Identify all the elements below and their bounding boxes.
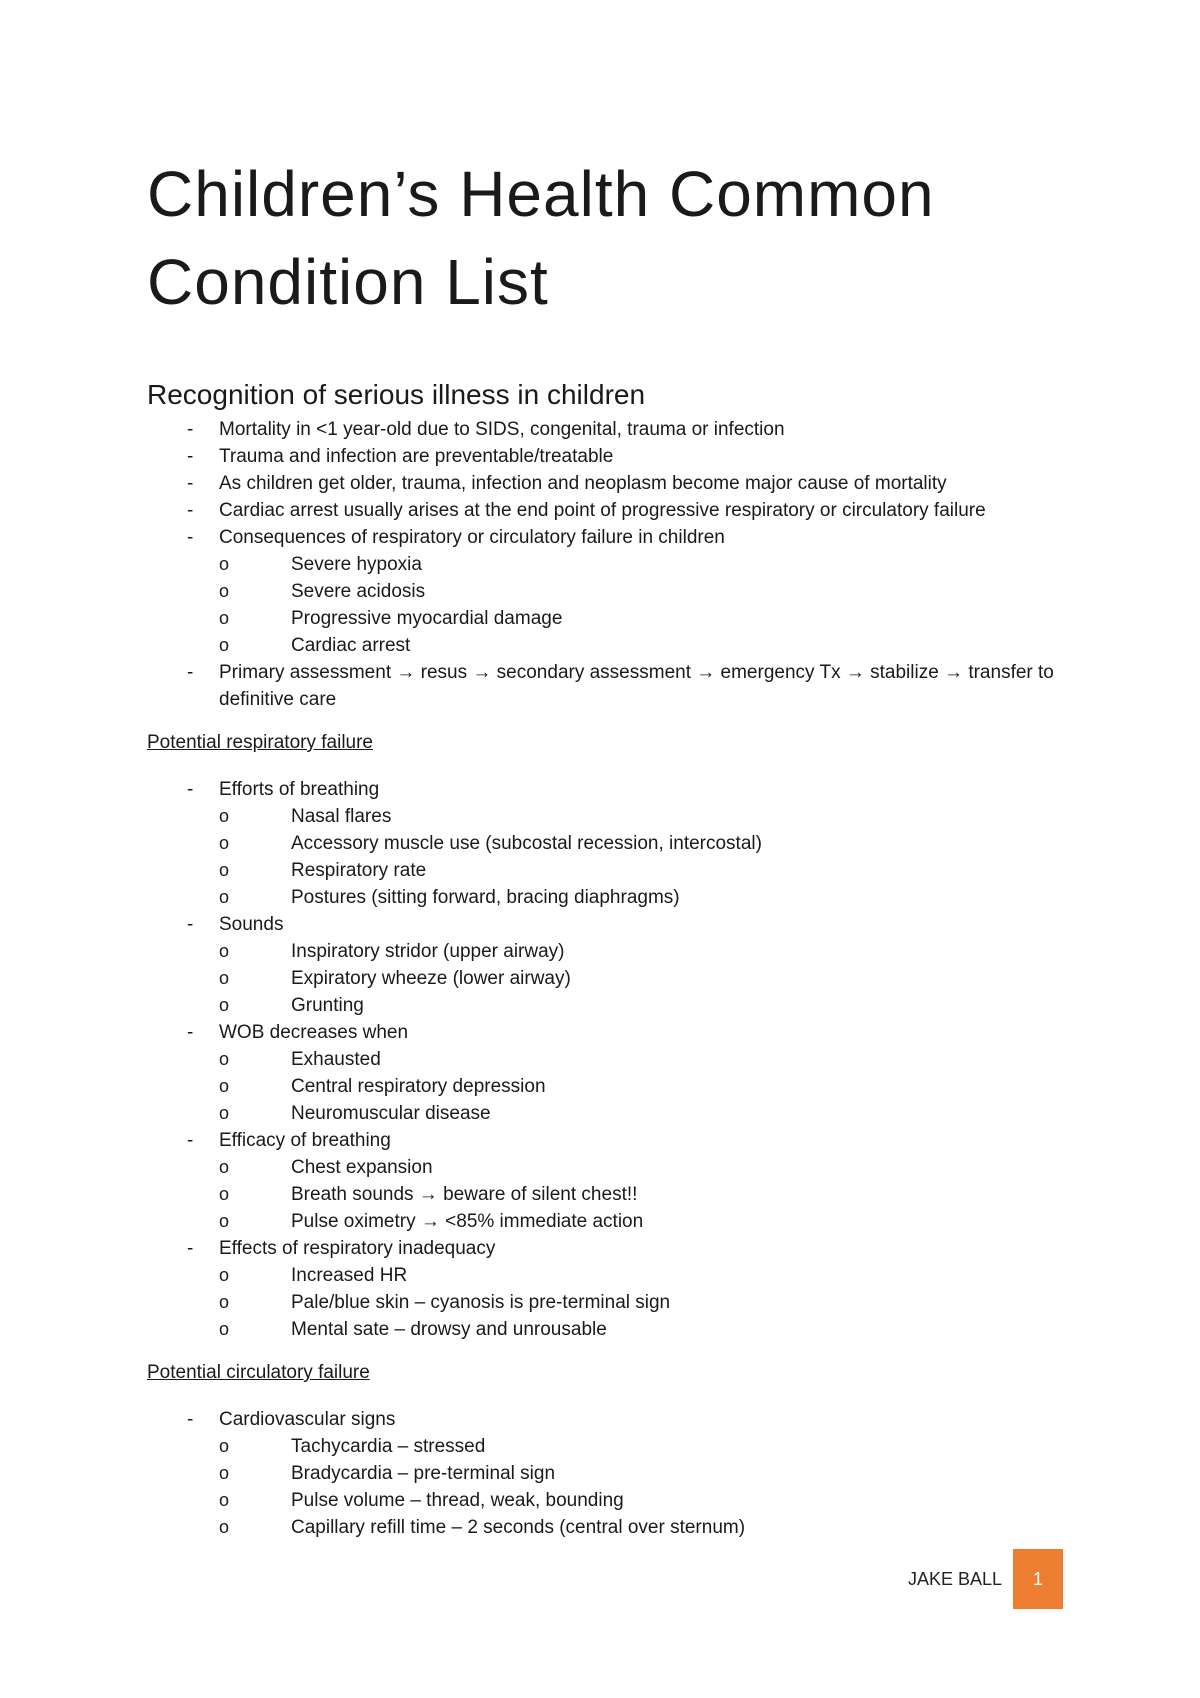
list-item (147, 659, 1077, 713)
sublist-item-text: Severe acidosis (291, 581, 426, 602)
dash-marker: - (187, 662, 194, 683)
bullet-marker: o (219, 1049, 230, 1069)
bullet-marker: o (219, 1211, 230, 1231)
group-label: Efficacy of breathing (219, 1130, 391, 1151)
list-item-text: As children get older, trauma, infection and neoplasm become major cause of mortality (219, 473, 947, 494)
dash-marker: - (187, 1022, 194, 1043)
sublist-item-text: Increased HR (291, 1265, 408, 1286)
bullet-marker: o (219, 1103, 230, 1123)
footer-author: JAKE BALL (907, 1569, 1002, 1589)
bullet-marker: o (219, 995, 230, 1015)
bullet-marker: o (219, 554, 230, 574)
dash-marker: - (187, 1238, 194, 1259)
bullet-marker: o (219, 1436, 230, 1456)
bullet-marker: o (219, 1265, 230, 1285)
bullet-marker: o (219, 1463, 230, 1483)
sublist (219, 1433, 1077, 1541)
sublist-item-text: Severe hypoxia (291, 554, 422, 575)
sublist (219, 938, 1077, 1019)
sublist-item (219, 884, 1077, 911)
dash-marker: - (187, 500, 194, 521)
bullet-marker: o (219, 1184, 230, 1204)
document-page (147, 150, 1077, 1541)
bullet-marker: o (219, 608, 230, 628)
sublist-item (219, 830, 1077, 857)
dash-marker: - (187, 1409, 194, 1430)
document-title (147, 150, 1077, 326)
dash-marker: - (187, 779, 194, 800)
list-item (147, 416, 1077, 443)
sublist-item-text: Bradycardia – pre-terminal sign (291, 1463, 556, 1484)
sublist-item (219, 551, 1077, 578)
dash-marker: - (187, 419, 194, 440)
section-subtitle: Recognition of serious illness in children (147, 379, 646, 410)
sublist-item-text: Tachycardia – stressed (291, 1436, 486, 1457)
list-item (147, 1235, 1077, 1343)
title-line-2: Condition List (147, 246, 549, 318)
sublist-item (219, 803, 1077, 830)
sublist-item (219, 1073, 1077, 1100)
sublist-item (219, 1181, 1077, 1208)
sublist-item (219, 605, 1077, 632)
sublist-item (219, 1046, 1077, 1073)
intro-list (147, 416, 1077, 713)
sublist-item (219, 1262, 1077, 1289)
dash-marker: - (187, 1130, 194, 1151)
sublist-item (219, 632, 1077, 659)
sublist-item (219, 1460, 1077, 1487)
sublist (219, 1046, 1077, 1127)
list-item (147, 1406, 1077, 1541)
sublist-item (219, 1100, 1077, 1127)
sublist-item-text: Mental sate – drowsy and unrousable (291, 1319, 607, 1340)
list-item (147, 1019, 1077, 1127)
sublist-item-text: Pulse volume – thread, weak, bounding (291, 1490, 624, 1511)
bullet-marker: o (219, 941, 230, 961)
bullet-marker: o (219, 1517, 230, 1537)
bullet-marker: o (219, 581, 230, 601)
group-label: Cardiovascular signs (219, 1409, 396, 1430)
respiratory-heading: Potential respiratory failure (147, 732, 373, 753)
sublist-item-text: Chest expansion (291, 1157, 433, 1178)
sublist-item (219, 857, 1077, 884)
bullet-marker: o (219, 833, 230, 853)
sublist-item-text: Pale/blue skin – cyanosis is pre-terminal sign (291, 1292, 671, 1313)
group-label: Effects of respiratory inadequacy (219, 1238, 496, 1259)
sublist-item (219, 1316, 1077, 1343)
sublist-item-text: Grunting (291, 995, 364, 1016)
bullet-marker: o (219, 860, 230, 880)
sublist (219, 1154, 1077, 1235)
sublist-item (219, 965, 1077, 992)
list-item (147, 1127, 1077, 1235)
assessment-flow-text: Primary assessment → resus → secondary assessment → emergency Tx → stabilize → transfer to definitive care (219, 662, 1054, 710)
bullet-marker: o (219, 968, 230, 988)
bullet-marker: o (219, 1490, 230, 1510)
bullet-marker: o (219, 1292, 230, 1312)
dash-marker: - (187, 473, 194, 494)
respiratory-list (147, 776, 1077, 1343)
sublist (219, 803, 1077, 911)
sublist-item-text: Progressive myocardial damage (291, 608, 563, 629)
page-number-badge: 1 (1013, 1549, 1063, 1609)
sublist-item (219, 992, 1077, 1019)
bullet-marker: o (219, 635, 230, 655)
sublist-item (219, 578, 1077, 605)
group-label: Efforts of breathing (219, 779, 380, 800)
bullet-marker: o (219, 1319, 230, 1339)
sublist-item-text: Accessory muscle use (subcostal recession, intercostal) (291, 833, 762, 854)
sublist-item-text: Neuromuscular disease (291, 1103, 491, 1124)
dash-marker: - (187, 446, 194, 467)
list-item (147, 911, 1077, 1019)
sublist-item (219, 1433, 1077, 1460)
sublist-item-text: Expiratory wheeze (lower airway) (291, 968, 571, 989)
sublist-item (219, 1208, 1077, 1235)
sublist-item-text: Exhausted (291, 1049, 381, 1070)
sublist-item (219, 938, 1077, 965)
list-item-text: Mortality in <1 year-old due to SIDS, congenital, trauma or infection (219, 419, 785, 440)
list-item-text: Consequences of respiratory or circulatory failure in children (219, 527, 725, 548)
list-item (147, 470, 1077, 497)
list-item (147, 776, 1077, 911)
sublist-item-text: Nasal flares (291, 806, 392, 827)
sublist-item-text: Cardiac arrest (291, 635, 411, 656)
sublist-item (219, 1487, 1077, 1514)
sublist-item-text: Central respiratory depression (291, 1076, 546, 1097)
group-label: Sounds (219, 914, 284, 935)
title-line-1: Children’s Health Common (147, 158, 935, 230)
bullet-marker: o (219, 1157, 230, 1177)
group-label: WOB decreases when (219, 1022, 409, 1043)
sublist-item (219, 1514, 1077, 1541)
bullet-marker: o (219, 887, 230, 907)
dash-marker: - (187, 527, 194, 548)
sublist-item-text: Pulse oximetry → <85% immediate action (291, 1211, 644, 1232)
list-item (147, 524, 1077, 659)
bullet-marker: o (219, 1076, 230, 1096)
list-item-text: Cardiac arrest usually arises at the end point of progressive respiratory or circulatory failure (219, 500, 986, 521)
list-item-text: Trauma and infection are preventable/treatable (219, 446, 614, 467)
sublist-item (219, 1154, 1077, 1181)
sublist (219, 1262, 1077, 1343)
list-item (147, 497, 1077, 524)
dash-marker: - (187, 914, 194, 935)
sublist-item (219, 1289, 1077, 1316)
sublist-item-text: Inspiratory stridor (upper airway) (291, 941, 565, 962)
sublist-item-text: Breath sounds → beware of silent chest!! (291, 1184, 638, 1205)
sublist-item-text: Postures (sitting forward, bracing diaphragms) (291, 887, 680, 908)
consequences-sublist (219, 551, 1077, 659)
sublist-item-text: Capillary refill time – 2 seconds (central over sternum) (291, 1517, 746, 1538)
list-item (147, 443, 1077, 470)
bullet-marker: o (219, 806, 230, 826)
circulatory-heading: Potential circulatory failure (147, 1362, 370, 1383)
circulatory-list (147, 1406, 1077, 1541)
sublist-item-text: Respiratory rate (291, 860, 427, 881)
